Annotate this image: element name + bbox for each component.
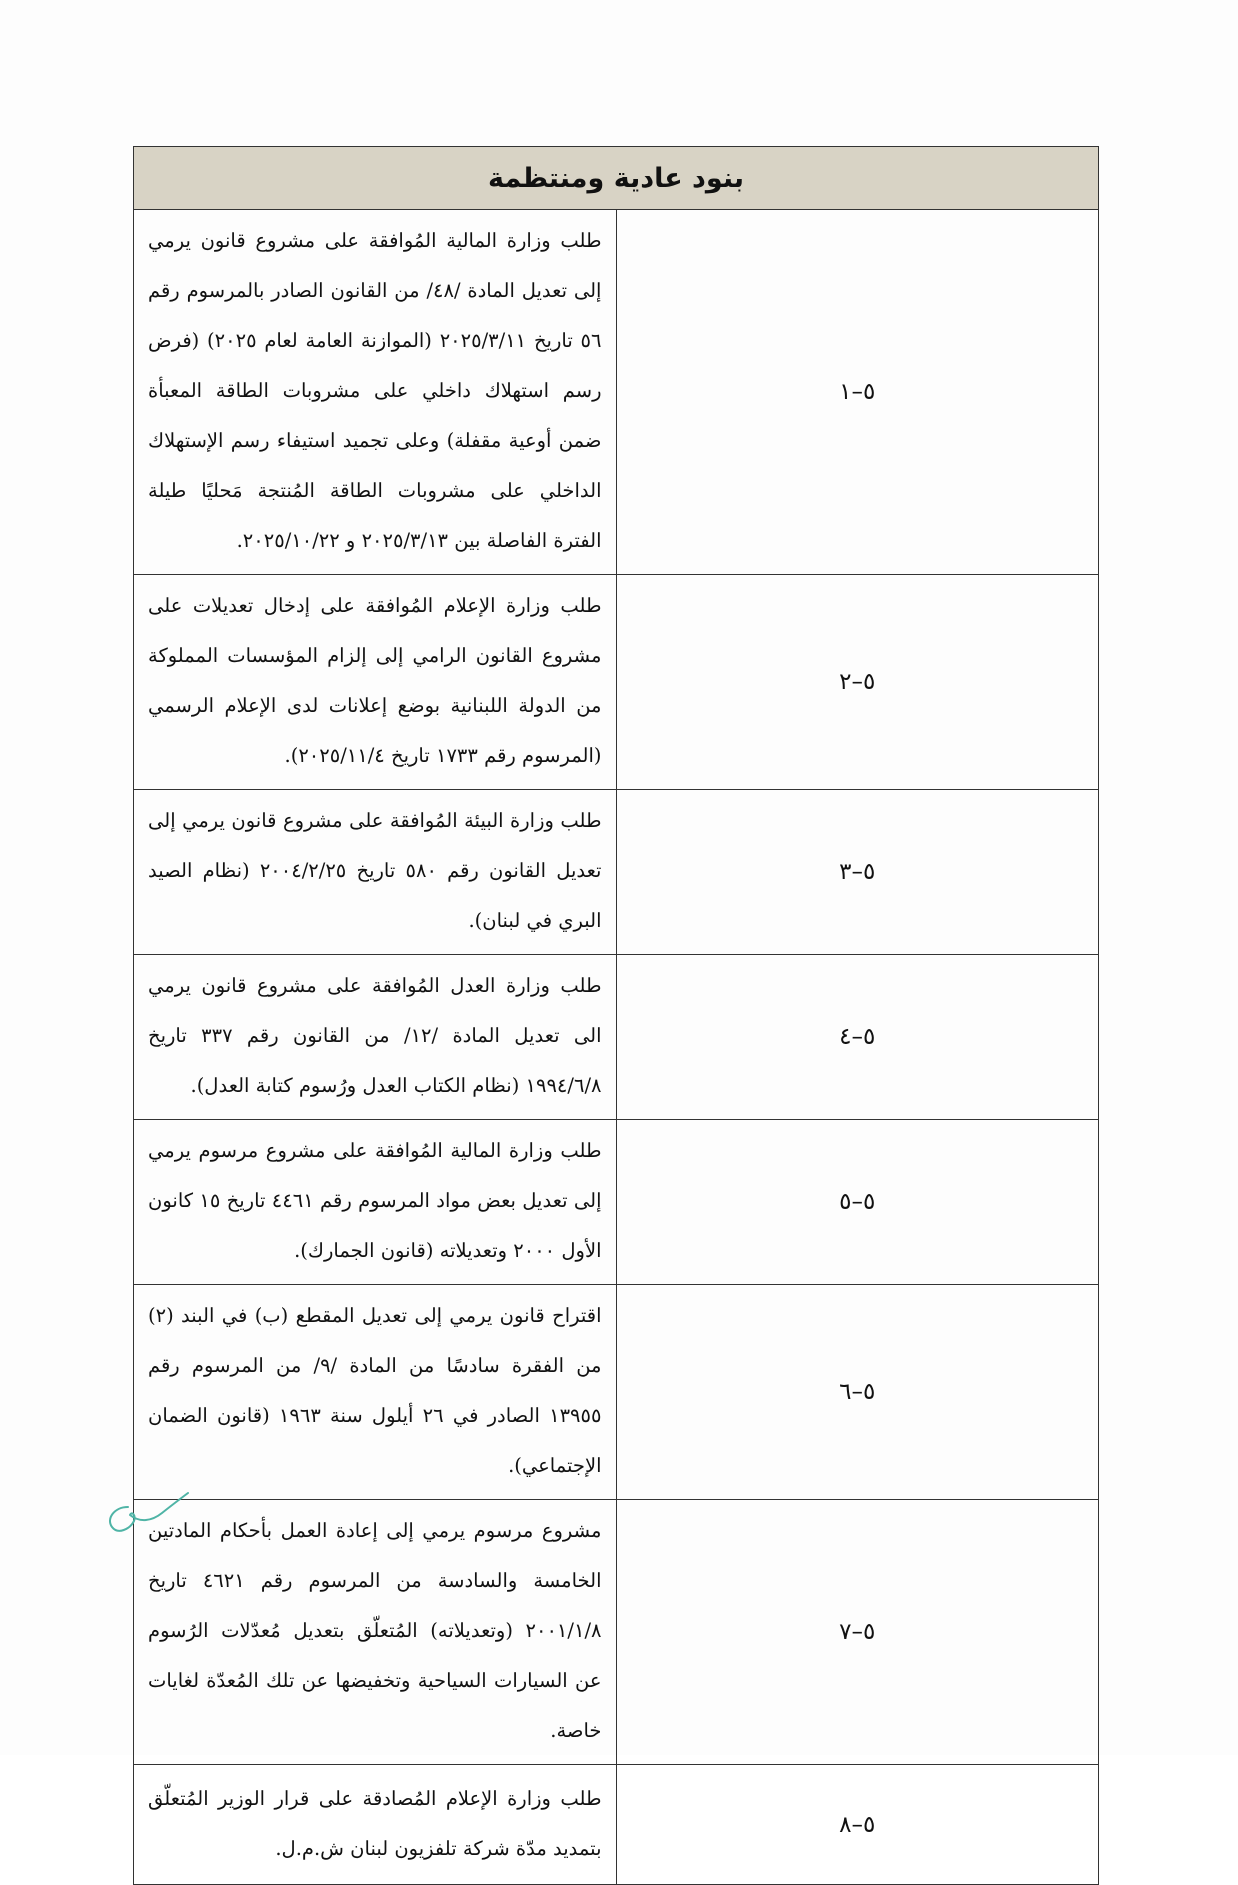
- table-row: [134, 1500, 1099, 1765]
- item-text: طلب وزارة البيئة المُوافقة على مشروع قانون يرمي إلى تعديل القانون رقم ٥٨٠ تاريخ ٢٠٠٤/٢/٢٥ (نظام الصيد البري في لبنان).: [134, 790, 617, 955]
- item-number: ٥–٣: [616, 790, 1099, 955]
- table-row: [134, 790, 1099, 955]
- item-number: ٥–٨: [616, 1765, 1099, 1885]
- item-number: ٥–٦: [616, 1285, 1099, 1500]
- table-row: [134, 1765, 1099, 1885]
- agenda-table: [133, 146, 1099, 1885]
- table-row: [134, 210, 1099, 575]
- item-number: ٥–٤: [616, 955, 1099, 1120]
- item-number: ٥–٥: [616, 1120, 1099, 1285]
- handwritten-signature: [100, 1485, 200, 1545]
- table-header: بنود عادية ومنتظمة: [134, 147, 1099, 210]
- item-text: اقتراح قانون يرمي إلى تعديل المقطع (ب) في البند (٢) من الفقرة سادسًا من المادة /٩/ من المرسوم رقم ١٣٩٥٥ الصادر في ٢٦ أيلول سنة ١٩٦٣ (قانون الضمان الإجتماعي).: [134, 1285, 617, 1500]
- table-row: [134, 1285, 1099, 1500]
- item-number: ٥–١: [616, 210, 1099, 575]
- item-text: طلب وزارة الإعلام المُوافقة على إدخال تعديلات على مشروع القانون الرامي إلى إلزام المؤسسات المملوكة من الدولة اللبنانية بوضع إعلانات لدى الإعلام الرسمي (المرسوم رقم ١٧٣٣ تاريخ ٢٠٢٥/١١/٤).: [134, 575, 617, 790]
- table-row: [134, 575, 1099, 790]
- item-text: طلب وزارة المالية المُوافقة على مشروع مرسوم يرمي إلى تعديل بعض مواد المرسوم رقم ٤٤٦١ تاريخ ١٥ كانون الأول ٢٠٠٠ وتعديلاته (قانون الجمارك).: [134, 1120, 617, 1285]
- item-text: طلب وزارة العدل المُوافقة على مشروع قانون يرمي الى تعديل المادة /١٢/ من القانون رقم ٣٣٧ تاريخ ١٩٩٤/٦/٨ (نظام الكتاب العدل ورُسوم كتابة العدل).: [134, 955, 617, 1120]
- table-row: [134, 955, 1099, 1120]
- signature-stroke: [110, 1493, 188, 1531]
- table-header-row: [134, 147, 1099, 210]
- item-text: طلب وزارة المالية المُوافقة على مشروع قانون يرمي إلى تعديل المادة /٤٨/ من القانون الصادر بالمرسوم رقم ٥٦ تاريخ ٢٠٢٥/٣/١١ (الموازنة العامة لعام ٢٠٢٥) (فرض رسم استهلاك داخلي على مشروبات الطاقة المعبأة ضمن أوعية مقفلة) وعلى تجميد استيفاء رسم الإستهلاك الداخلي على مشروبات الطاقة المُنتجة مَحليًا طيلة الفترة الفاصلة بين ٢٠٢٥/٣/١٣ و ٢٠٢٥/١٠/٢٢.: [134, 210, 617, 575]
- item-text: مشروع مرسوم يرمي إلى إعادة العمل بأحكام المادتين الخامسة والسادسة من المرسوم رقم ٤٦٢١ تاريخ ٢٠٠١/١/٨ (وتعديلاته) المُتعلّق بتعديل مُعدّلات الرُسوم عن السيارات السياحية وتخفيضها عن تلك المُعدّة لغايات خاصة.: [134, 1500, 617, 1765]
- item-text: طلب وزارة الإعلام المُصادقة على قرار الوزير المُتعلّق بتمديد مدّة شركة تلفزيون لبنان ش.م.ل.: [134, 1765, 617, 1885]
- item-number: ٥–٢: [616, 575, 1099, 790]
- table-row: [134, 1120, 1099, 1285]
- item-number: ٥–٧: [616, 1500, 1099, 1765]
